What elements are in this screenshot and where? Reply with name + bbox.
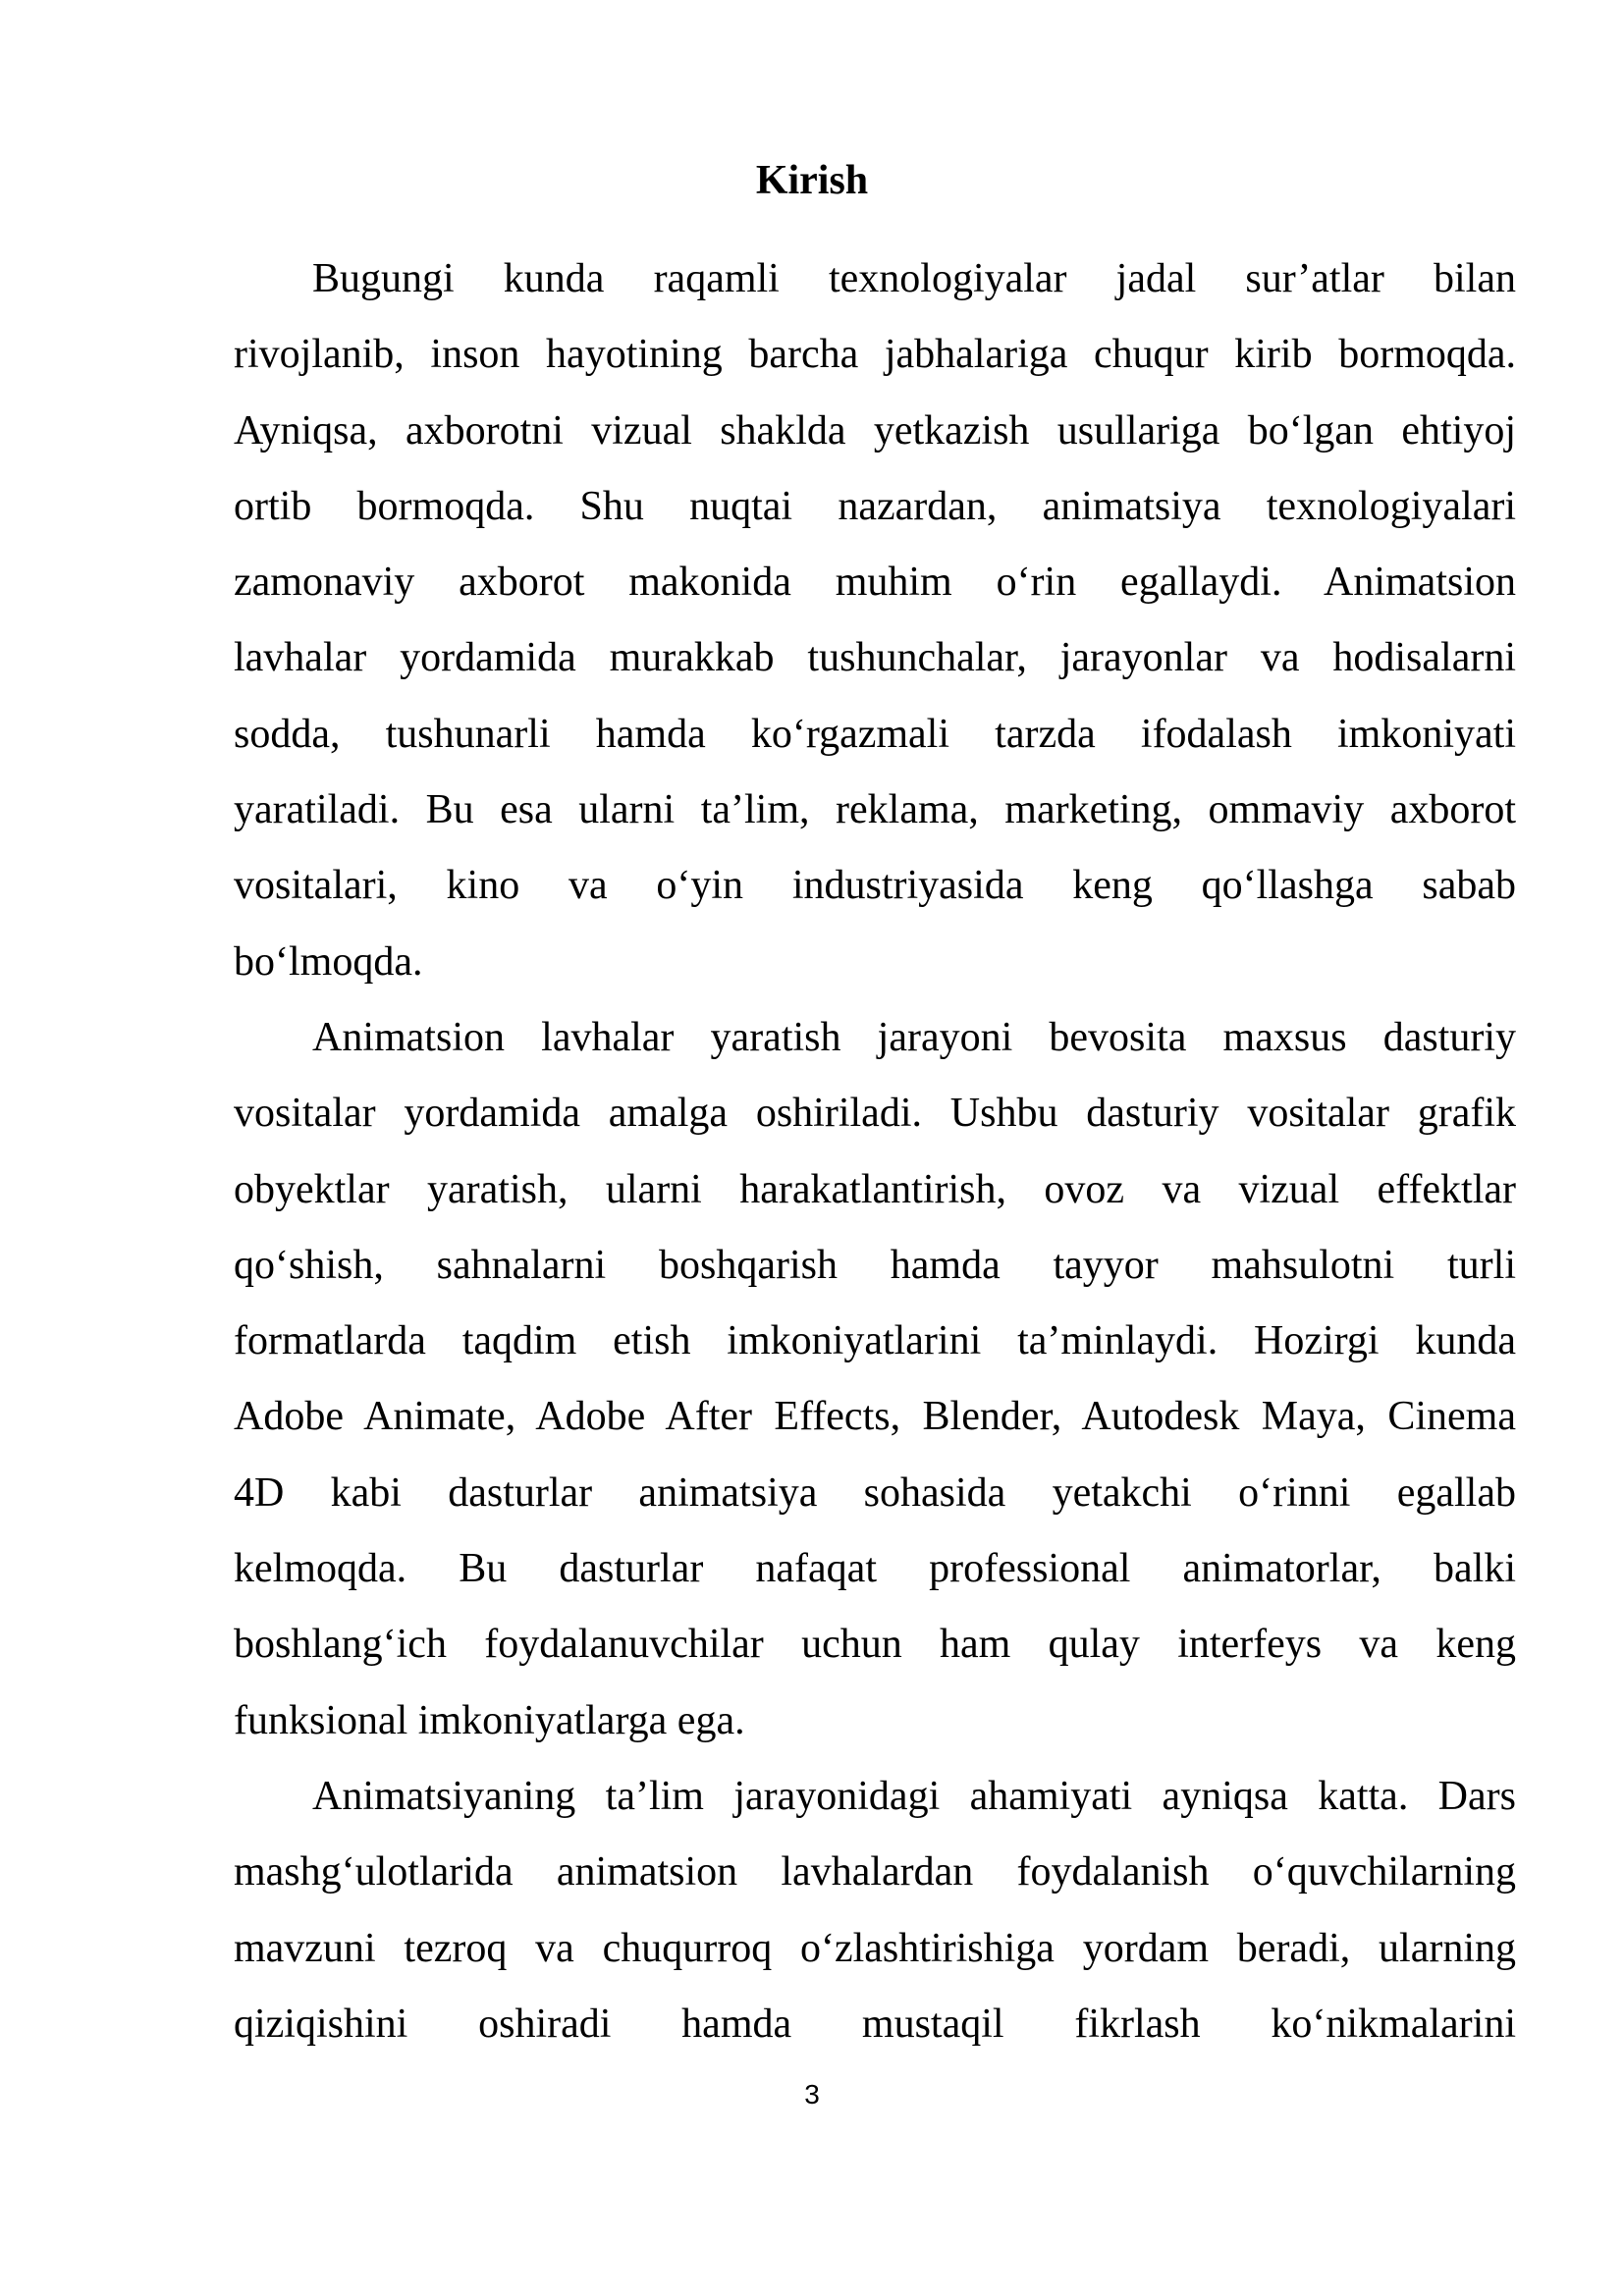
text-line: yaratiladi. Bu esa ularni ta’lim, reklama, marketing, ommaviy axborot [234,787,1516,833]
text-line: Animatsiyaning ta’lim jarayonidagi ahamiyati ayniqsa katta. Dars [312,1773,1516,1819]
text-line: sodda, tushunarli hamda ko‘rgazmali tarzda ifodalash imkoniyati [234,711,1516,757]
text-line: rivojlanib, inson hayotining barcha jabhalariga chuqur kirib bormoqda. [234,332,1516,378]
text-line: qo‘shish, sahnalarni boshqarish hamda tayyor mahsulotni turli [234,1242,1516,1288]
text-line: vositalari, kino va o‘yin industriyasida keng qo‘llashga sabab [234,863,1516,909]
body-text [234,241,1516,2062]
page-title: Kirish [755,158,869,203]
text-line: Ayniqsa, axborotni vizual shaklda yetkazish usullariga bo‘lgan ehtiyoj [234,407,1516,454]
text-line: mashg‘ulotlarida animatsion lavhalardan foydalanish o‘quvchilarning [234,1849,1516,1896]
text-line: Adobe Animate, Adobe After Effects, Blender, Autodesk Maya, Cinema [234,1394,1516,1440]
text-line: bo‘lmoqda. [234,938,423,985]
text-line: boshlang‘ich foydalanuvchilar uchun ham qulay interfeys va keng [234,1622,1516,1668]
text-line: funksional imkoniyatlarga ega. [234,1697,745,1743]
text-line: formatlarda taqdim etish imkoniyatlarini ta’minlaydi. Hozirgi kunda [234,1318,1516,1364]
text-line: mavzuni tezroq va chuqurroq o‘zlashtirishiga yordam beradi, ularning [234,1925,1516,1971]
text-line: vositalar yordamida amalga oshiriladi. Ushbu dasturiy vositalar grafik [234,1091,1516,1137]
text-line: Bugungi kunda raqamli texnologiyalar jadal sur’atlar bilan [312,256,1516,301]
text-line: kelmoqda. Bu dasturlar nafaqat professional animatorlar, balki [234,1546,1516,1592]
text-line: zamonaviy axborot makonida muhim o‘rin egallaydi. Animatsion [234,560,1516,606]
text-line: ortib bormoqda. Shu nuqtai nazardan, animatsiya texnologiyalari [234,483,1516,529]
paragraph-2 [234,1000,1516,1759]
text-line: qiziqishini oshiradi hamda mustaqil fikrlash ko‘nikmalarini [234,2001,1516,2047]
text-line: lavhalar yordamida murakkab tushunchalar, jarayonlar va hodisalarni [234,635,1516,681]
text-line: obyektlar yaratish, ularni harakatlantirish, ovoz va vizual effektlar [234,1166,1516,1212]
paragraph-1 [234,241,1516,1000]
page-number: 3 [804,2079,820,2109]
text-line: 4D kabi dasturlar animatsiya sohasida yetakchi o‘rinni egallab [234,1469,1516,1516]
paragraph-3 [234,1759,1516,2062]
text-line: Animatsion lavhalar yaratish jarayoni bevosita maxsus dasturiy [312,1014,1516,1060]
